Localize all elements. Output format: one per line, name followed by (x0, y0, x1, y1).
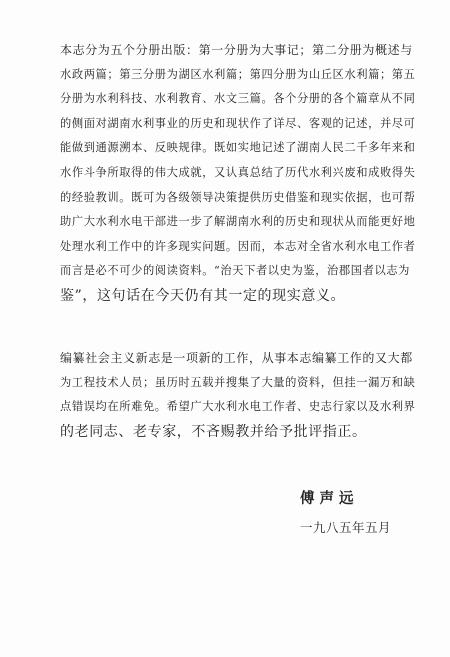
paragraph-1-line: 分册为水利科技、水利教育、水文三篇。各个分册的各个篇章从不同 (60, 92, 416, 106)
paragraph-1-line: 鉴”，这句话在今天仍有其一定的现实意义。 (60, 287, 346, 304)
paragraph-2-line: 点错误均在所难免。希望广大水利水电工作者、史志行家以及水利界 (60, 400, 416, 414)
paragraph-1-line: 助广大水利水电干部进一步了解湖南水利的历史和现状从而能更好地 (60, 215, 416, 229)
signature-date: 一九八五年五月 (300, 520, 392, 535)
paragraph-1-line: 水作斗争所取得的伟大成就，又认真总结了历代水利兴废和成败得失 (60, 165, 416, 179)
paragraph-1-line: 的侧面对湖南水利事业的历史和现状作了详尽、客观的记述，并尽可 (60, 116, 416, 130)
paragraph-2 (60, 346, 416, 444)
author-signature: 傅声远 (300, 490, 359, 507)
paragraph-1-line: 能做到通源溯本、反映规律。既如实地记述了湖南人民二千多年来和 (60, 141, 416, 155)
paragraph-1-line: 而言是必不可少的阅读资料。“治天下者以史为鉴，治郡国者以志为 (60, 264, 411, 278)
paragraph-2-line: 的老同志、老专家，不吝赐教并给予批评指正。 (60, 423, 367, 440)
paragraph-1-line: 水政两篇；第三分册为湖区水利篇；第四分册为山丘区水利篇；第五 (60, 67, 416, 81)
paragraph-1-line: 本志分为五个分册出版：第一分册为大事记；第二分册为概述与 (60, 43, 413, 57)
paragraph-1-line: 的经验教训。既可为各级领导决策提供历史借鉴和现实依据，也可帮 (60, 190, 416, 204)
paragraph-2-line: 编纂社会主义新志是一项新的工作，从事本志编纂工作的又大都 (60, 351, 413, 365)
paragraph-1-line: 处理水利工作中的许多现实问题。因而，本志对全省水利水电工作者 (60, 239, 416, 253)
paragraph-1 (60, 38, 416, 309)
paragraph-2-line: 为工程技术人员；虽历时五载并搜集了大量的资料，但挂一漏万和缺 (60, 375, 416, 389)
